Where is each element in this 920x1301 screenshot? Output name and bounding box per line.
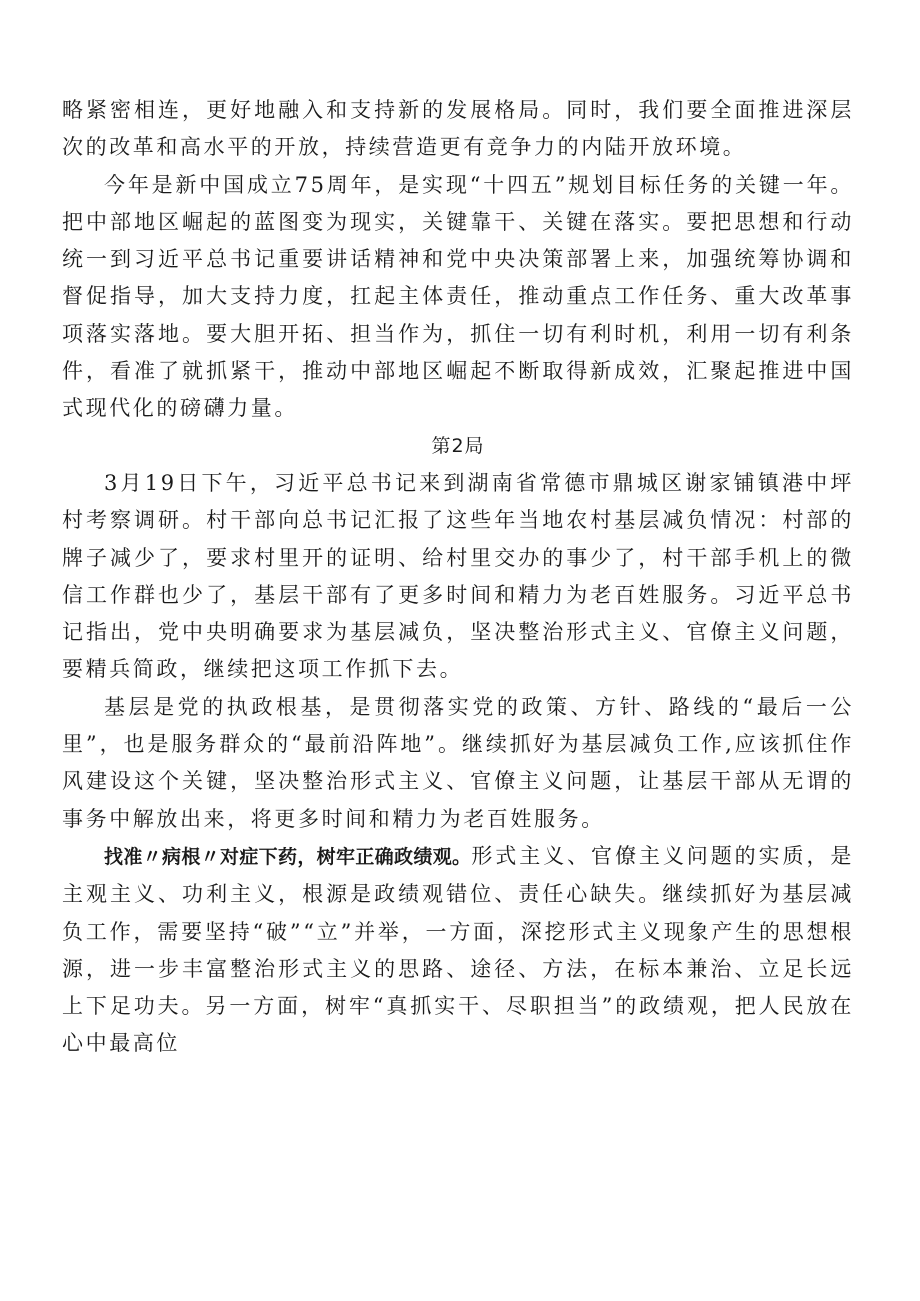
- bold-lead-sentence: 找准〃病根〃对症下药，树牢正确政绩观。: [104, 845, 472, 868]
- paragraph-correct-performance-view: [62, 838, 854, 1063]
- paragraph-hunan-inspection: 3月19日下午，习近平总书记来到湖南省常德市鼎城区谢家铺镇港中坪村考察调研。村干部向总书记汇报了这些年当地农村基层减负情况：村部的牌子减少了，要求村里开的证明、给村里交办的事少了，村干部手机上的微信工作群也少了，基层干部有了更多时间和精力为老百姓服务。习近平总书记指出，党中央明确要求为基层减负，坚决整治形式主义、官僚主义问题，要精兵简政，继续把这项工作抓下去。: [62, 470, 854, 682]
- document-page: [62, 92, 854, 1063]
- paragraph-development-pattern: 略紧密相连，更好地融入和支持新的发展格局。同时，我们要全面推进深层次的改革和高水平的开放，持续营造更有竞争力的内陆开放环境。: [62, 98, 854, 160]
- section-heading: 第2局: [431, 434, 485, 457]
- paragraph-75th-anniversary: 今年是新中国成立75周年，是实现“十四五”规划目标任务的关键一年。把中部地区崛起的蓝图变为现实，关键靠干、关键在落实。要把思想和行动统一到习近平总书记重要讲话精神和党中央决策部署上来，加强统筹协调和督促指导，加大支持力度，扛起主体责任，推动重点工作任务、重大改革事项落实落地。要大胆开拓、担当作为，抓住一切有利时机，利用一切有利条件，看准了就抓紧干，推动中部地区崛起不断取得新成效，汇聚起推进中国式现代化的磅礴力量。: [62, 172, 854, 421]
- paragraph-grassroots-foundation: 基层是党的执政根基，是贯彻落实党的政策、方针、路线的“最后一公里”，也是服务群众的“最前沿阵地”。继续抓好为基层减负工作,应该抓住作风建设这个关键，坚决整治形式主义、官僚主义问题，让基层干部从无谓的事务中解放出来，将更多时间和精力为老百姓服务。: [62, 694, 854, 831]
- paragraph-body-text: 形式主义、官僚主义问题的实质，是主观主义、功利主义，根源是政绩观错位、责任心缺失。继续抓好为基层减负工作，需要坚持“破”“立”并举，一方面，深挖形式主义现象产生的思想根源，进一步丰富整治形式主义的思路、途径、方法，在标本兼治、立足长远上下足功夫。另一方面，树牢“真抓实干、尽职担当”的政绩观，把人民放在心中最高位: [62, 843, 854, 1056]
